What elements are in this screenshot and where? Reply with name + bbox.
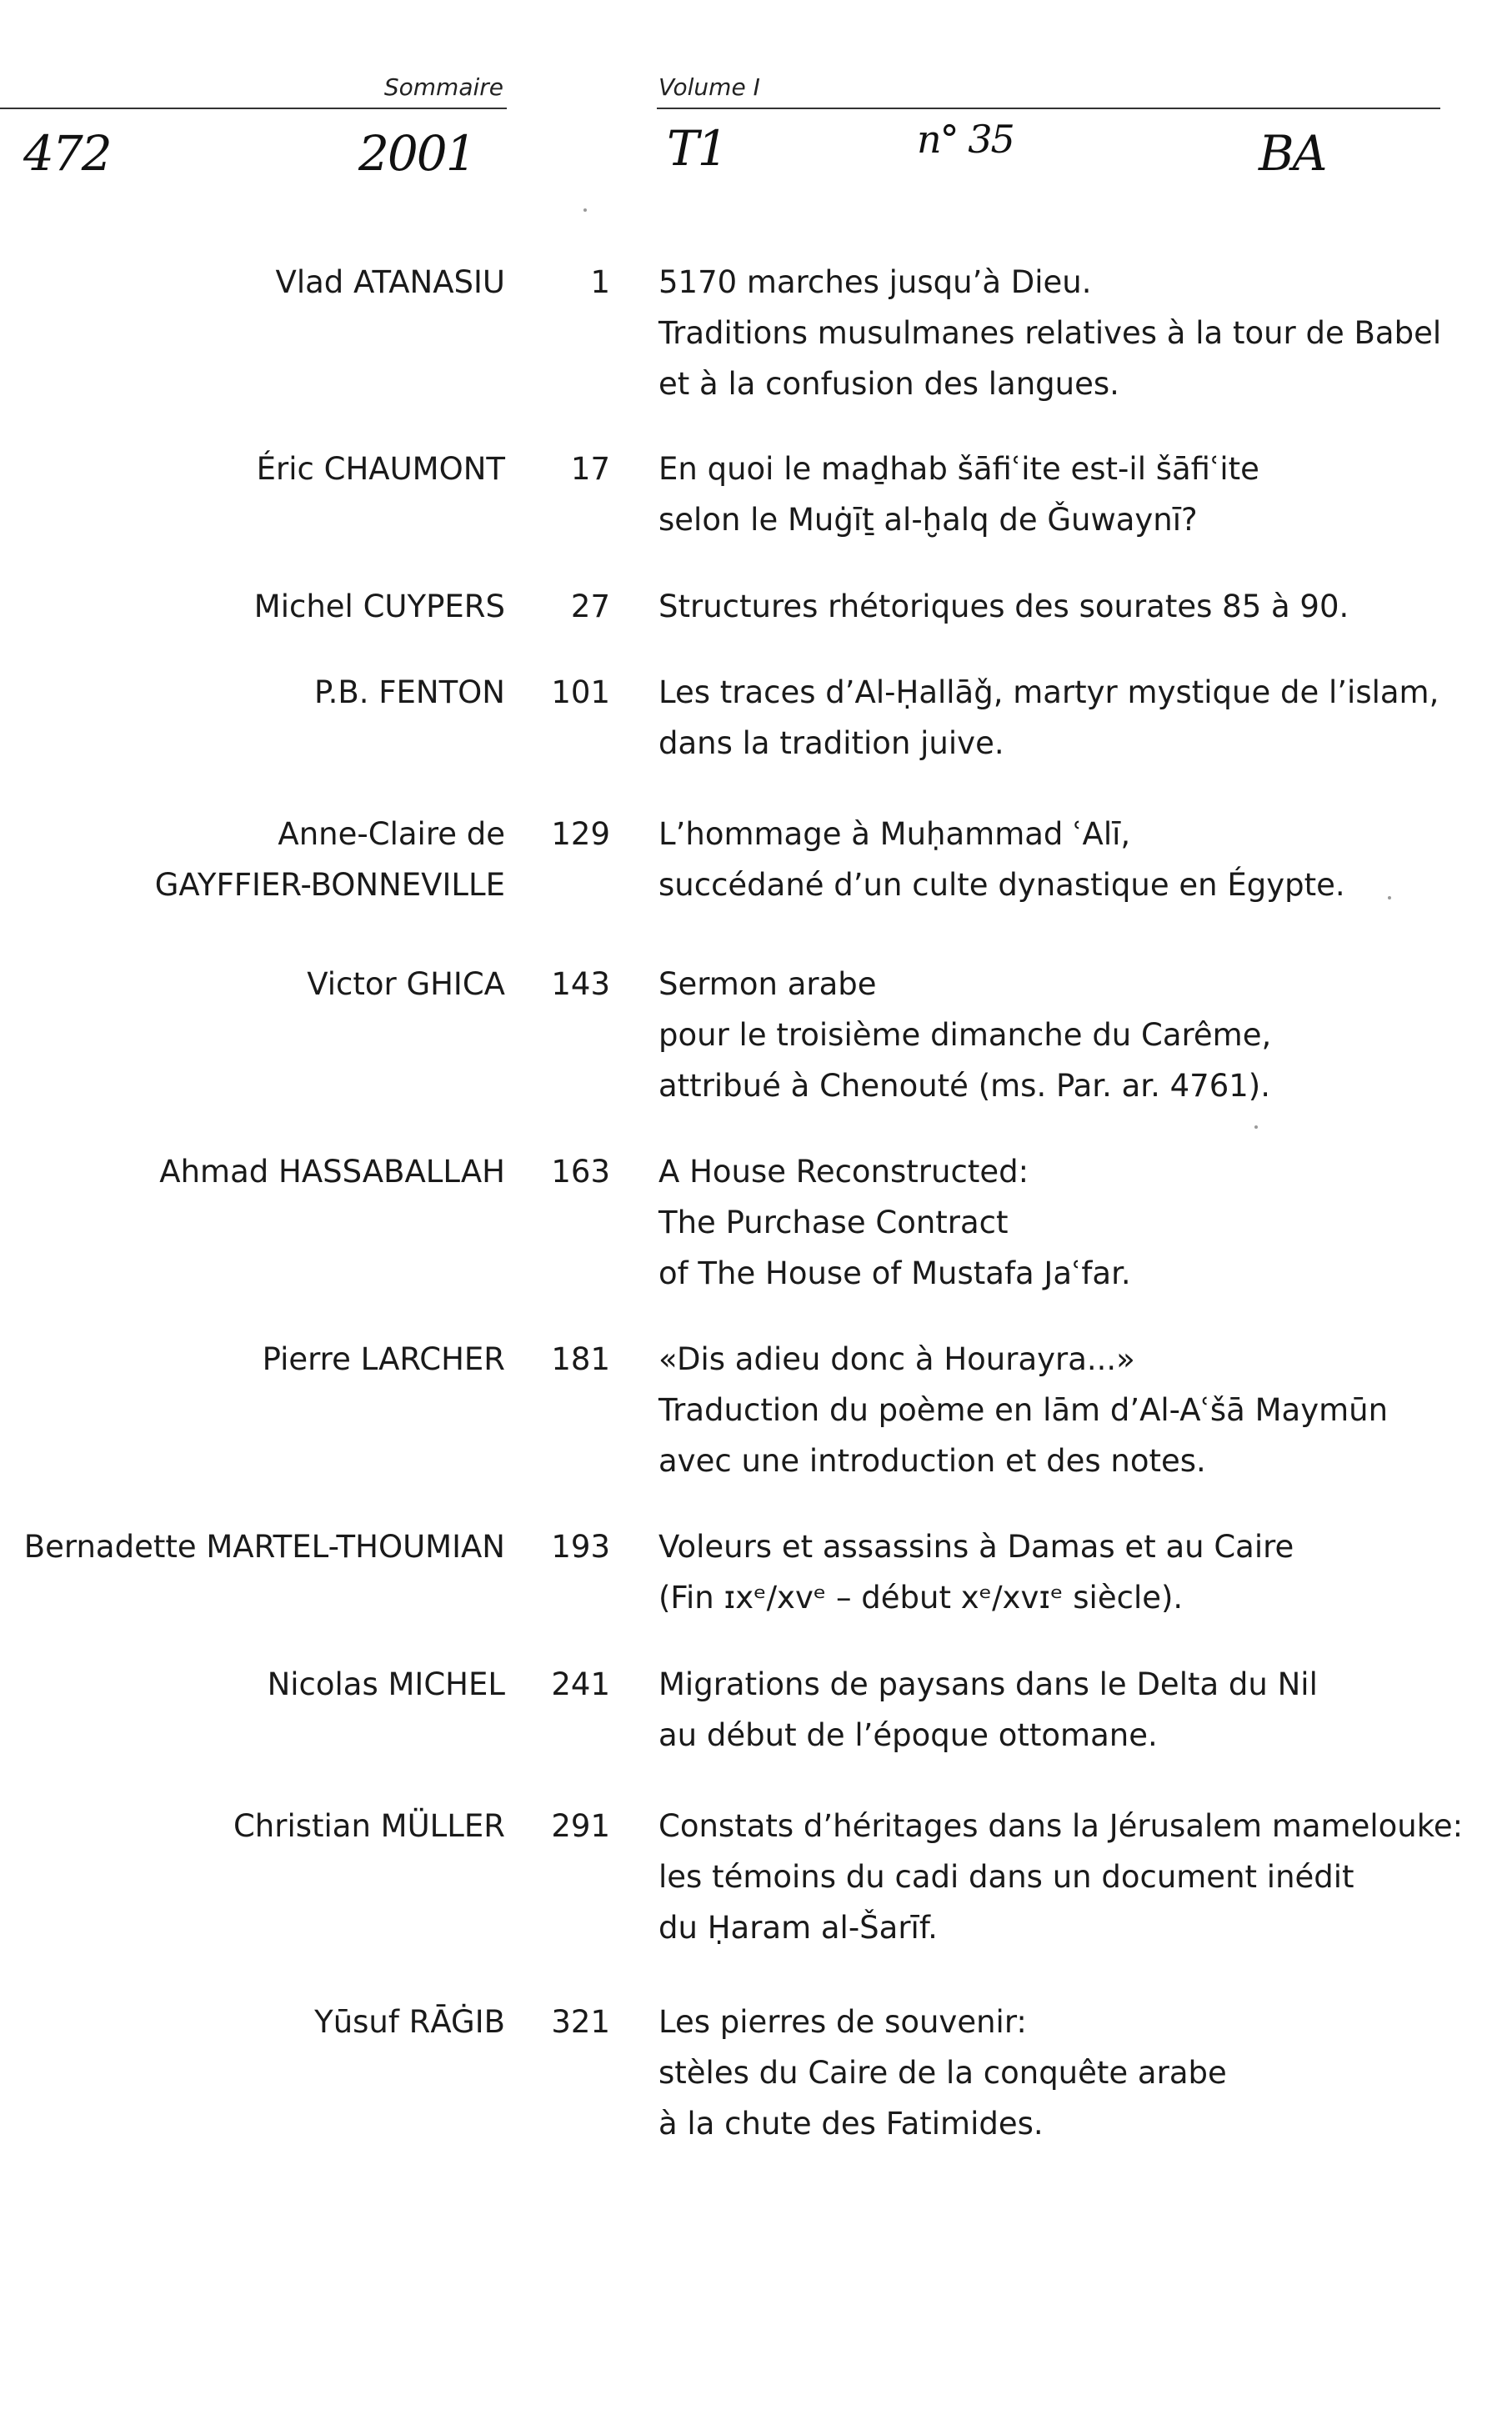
toc-author-line: Vlad ATANASIU [275,264,505,300]
toc-title-line: attribué à Chenouté (ms. Par. ar. 4761). [658,1068,1271,1104]
toc-author-line: Ahmad HASSABALLAH [159,1154,505,1190]
toc-title-line: stèles du Caire de la conquête arabe [658,2055,1227,2091]
toc-title-line: 5170 marches jusqu’à Dieu. [658,264,1092,300]
toc-title-line: Constats d’héritages dans la Jérusalem mamelouke: [658,1808,1464,1844]
toc-title [658,1334,1500,1486]
toc-title [658,1146,1500,1299]
toc-author [268,1659,505,1710]
toc-title-line: En quoi le maḏhab šāfiʿite est-il šāfiʿite [658,451,1259,487]
toc-page-number: 143 [551,966,610,1002]
toc-author-line: Victor GHICA [307,966,505,1002]
toc-title [658,667,1500,769]
toc-title-line: du Ḥaram al-Šarīf. [658,1910,938,1946]
toc-title-line: Les traces d’Al-Ḥallāǧ, martyr mystique de l’islam, [658,674,1439,710]
toc-author [257,443,505,494]
toc-author-line: Anne-Claire de [278,816,505,852]
toc-page-number: 291 [551,1808,610,1844]
toc-title [658,443,1500,545]
running-header-right: Volume I [658,73,760,101]
toc-author-line: Christian MÜLLER [233,1808,505,1844]
toc-title [658,1801,1500,1953]
toc-title-line: et à la confusion des langues. [658,366,1119,402]
handwritten-note-5: BA [1259,125,1326,182]
toc-author [307,959,505,1010]
toc-author-line: Éric CHAUMONT [256,451,505,487]
toc-title-line: L’hommage à Muḥammad ʿAlī, [658,816,1131,852]
toc-page-number: 241 [551,1666,610,1702]
handwritten-note-3: T1 [667,120,727,177]
toc-page-number: 27 [570,589,610,624]
toc-title [658,1997,1500,2149]
toc-title-line: A House Reconstructed: [658,1154,1029,1190]
toc-author-line: P.B. FENTON [314,674,505,710]
toc-title-line: au début de l’époque ottomane. [658,1717,1158,1753]
toc-title-line: selon le Muġīṯ al-ḫalq de Ǧuwaynī? [658,502,1198,538]
toc-page-number: 163 [551,1154,610,1190]
toc-title-line: à la chute des Fatimides. [658,2106,1044,2142]
toc-title-line: Les pierres de souvenir: [658,2004,1027,2040]
toc-title-line: les témoins du cadi dans un document inédit [658,1859,1354,1895]
toc-title-line: succédané d’un culte dynastique en Égypte. [658,867,1345,903]
toc-title-line: dans la tradition juive. [658,725,1004,761]
toc-author [233,1801,505,1851]
toc-title [658,1659,1500,1761]
toc-page-number: 129 [551,816,610,852]
toc-title-line: «Dis adieu donc à Hourayra...» [658,1341,1135,1377]
paper-speck [583,208,587,212]
toc-title-line: pour le troisième dimanche du Carême, [658,1017,1272,1053]
toc-author-line: Nicolas MICHEL [267,1666,505,1702]
toc-title [658,1521,1500,1623]
toc-author [155,809,505,910]
toc-page-number: 321 [551,2004,610,2040]
toc-author [263,1334,505,1385]
toc-author-line: Michel CUYPERS [253,589,505,624]
header-rule-right [657,108,1440,109]
toc-title-line: Sermon arabe [658,966,877,1002]
handwritten-note-4: n° 35 [917,117,1014,162]
toc-author [276,257,505,308]
toc-author-line: Bernadette MARTEL-THOUMIAN [23,1529,505,1565]
toc-author-line: Yūsuf RĀĠIB [314,2004,505,2040]
toc-author-line: GAYFFIER-BONNEVILLE [154,867,505,903]
toc-title [658,809,1500,910]
toc-title [658,581,1500,632]
toc-title-line: Structures rhétoriques des sourates 85 à 90. [658,589,1349,624]
toc-author [254,581,505,632]
toc-title-line: Voleurs et assassins à Damas et au Caire [658,1529,1294,1565]
handwritten-note-2: 2001 [358,125,475,182]
toc-page-number: 101 [551,674,610,710]
toc-title-line: Traditions musulmanes relatives à la tour de Babel [658,315,1442,351]
toc-author [314,667,505,718]
toc-page-number: 193 [551,1529,610,1565]
handwritten-note-1: 472 [23,125,111,182]
header-rule-left [0,108,507,109]
toc-page-number: 1 [590,264,610,300]
toc-author-line: Pierre LARCHER [262,1341,505,1377]
running-header-left: Sommaire [383,73,503,101]
toc-title [658,959,1500,1111]
paper-speck [1254,1125,1258,1129]
toc-author [159,1146,505,1197]
toc-title-line: The Purchase Contract [658,1205,1009,1240]
toc-title [658,257,1500,409]
toc-title-line: Migrations de paysans dans le Delta du Nil [658,1666,1318,1702]
toc-author [314,1997,505,2047]
toc-author [24,1521,505,1572]
toc-page-number: 181 [551,1341,610,1377]
toc-title-line: Traduction du poème en lām d’Al-Aʿšā Maymūn [658,1392,1389,1428]
toc-title-line: (Fin ɪxᵉ/xvᵉ – début xᵉ/xvɪᵉ siècle). [658,1580,1184,1616]
toc-title-line: of The House of Mustafa Jaʿfar. [658,1255,1131,1291]
toc-page-number: 17 [570,451,610,487]
toc-title-line: avec une introduction et des notes. [658,1443,1206,1479]
